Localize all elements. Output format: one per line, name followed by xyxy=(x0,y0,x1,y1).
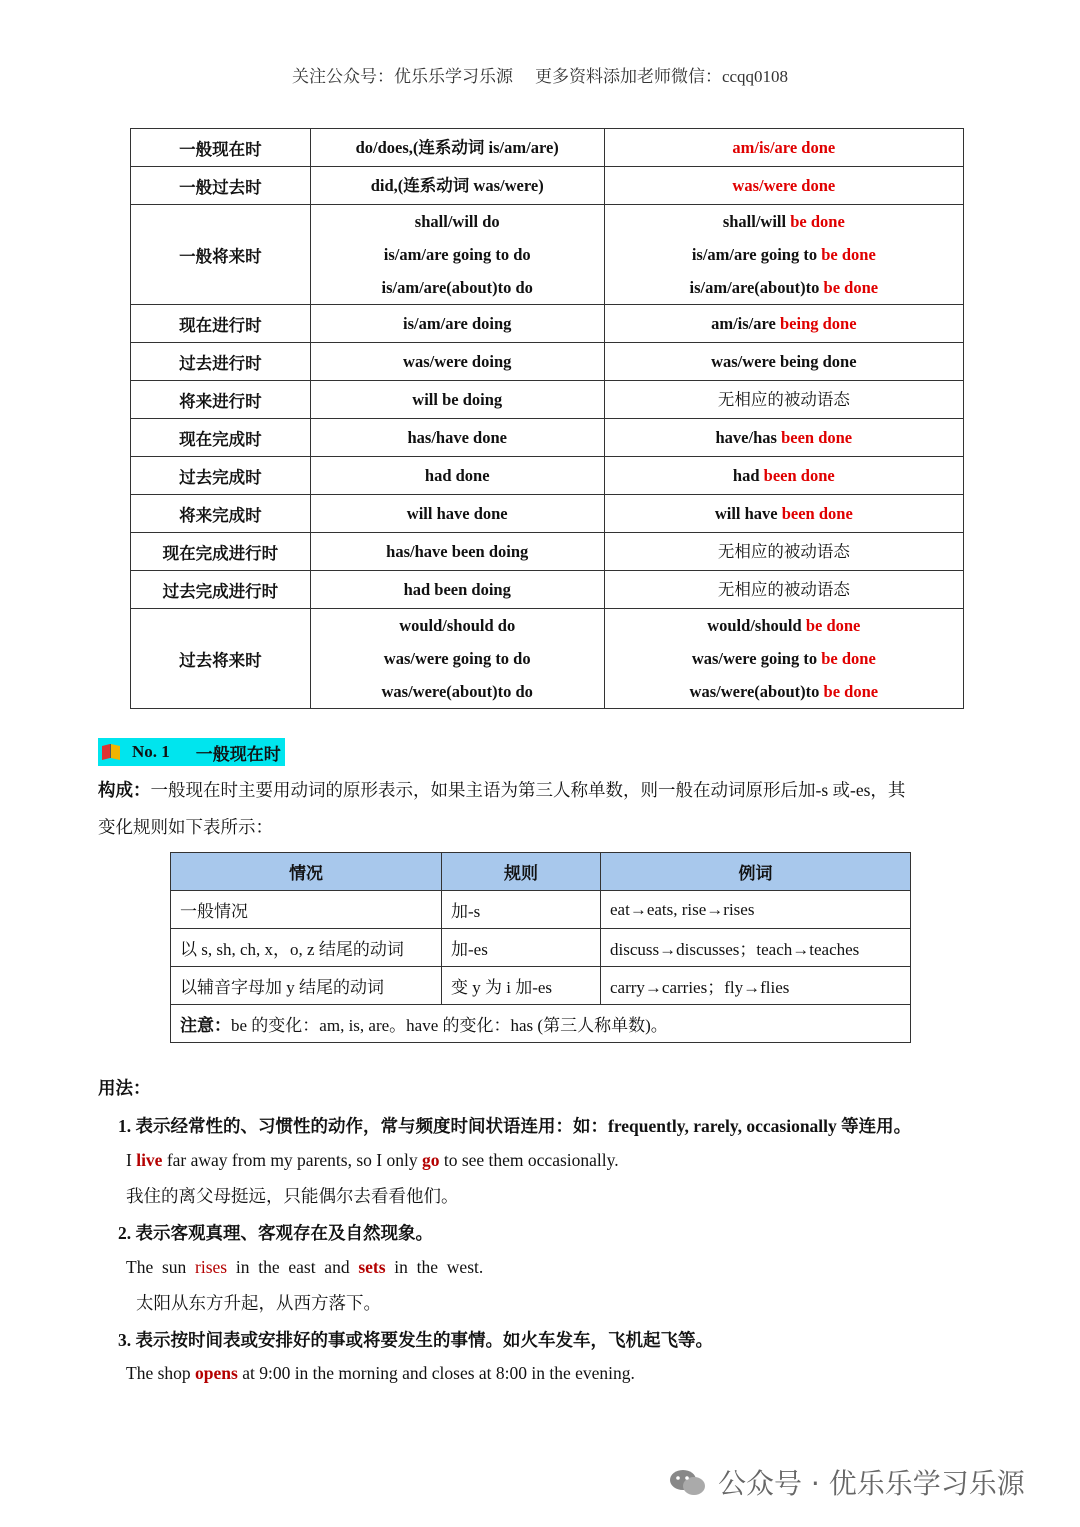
table-row: 以辅音字母加 y 结尾的动词 变 y 为 i 加-es carry→carries；fly→flies xyxy=(171,967,911,1005)
rule-note-row: 注意：be 的变化：am, is, are。have 的变化：has (第三人称单数)。 xyxy=(171,1005,911,1043)
tense-name: 现在完成进行时 xyxy=(131,533,311,571)
tense-name: 一般过去时 xyxy=(131,167,311,205)
passive-text: was/were(about)to xyxy=(689,682,824,701)
rule-header-example: 例词 xyxy=(601,853,911,891)
example-3: The shop opens at 9:00 in the morning and closes at 8:00 in the evening. xyxy=(126,1363,635,1383)
passive-highlight: being done xyxy=(779,314,857,333)
wechat-icon xyxy=(668,1467,708,1497)
passive-line xyxy=(605,675,963,708)
table-row xyxy=(131,533,964,571)
tense-name: 现在进行时 xyxy=(131,305,311,343)
passive-form xyxy=(604,343,963,381)
usage-label: 用法： xyxy=(98,1078,151,1098)
passive-line xyxy=(605,131,963,164)
passive-highlight: be done xyxy=(790,212,845,231)
passive-text: is/am/are going to xyxy=(691,245,822,264)
passive-line xyxy=(605,307,963,340)
active-form xyxy=(310,167,604,205)
passive-text: 无相应的被动语态 xyxy=(717,390,850,409)
header-right: 更多资料添加老师微信：ccqq0108 xyxy=(534,67,789,86)
active-line: is/am/are(about)to do xyxy=(381,278,533,297)
active-form xyxy=(310,305,604,343)
section-heading: 一般现在时 xyxy=(195,744,281,764)
example-1: I live far away from my parents, so I only go to see them occasionally. xyxy=(126,1150,619,1170)
tense-name: 现在完成时 xyxy=(131,419,311,457)
passive-form xyxy=(604,305,963,343)
active-form xyxy=(310,495,604,533)
book-icon xyxy=(100,743,122,761)
passive-line xyxy=(605,573,963,606)
passive-highlight: be done xyxy=(823,682,879,701)
table-row xyxy=(131,457,964,495)
table-row xyxy=(131,305,964,343)
usage-item-2: 2. 表示客观真理、客观存在及自然现象。 xyxy=(118,1223,433,1243)
table-row xyxy=(131,419,964,457)
passive-form xyxy=(604,609,963,709)
passive-text: had xyxy=(732,466,764,485)
passive-line xyxy=(605,642,963,675)
active-line: is/am/are doing xyxy=(403,314,512,333)
table-row xyxy=(131,167,964,205)
passive-form xyxy=(604,205,963,305)
passive-highlight: be done xyxy=(805,616,861,635)
active-line: is/am/are going to do xyxy=(383,245,531,264)
passive-text: am/is/are xyxy=(711,314,780,333)
passive-highlight: been done xyxy=(781,504,853,523)
usage-item-3: 3. 表示按时间表或安排好的事或将要发生的事情。如火车发车，飞机起飞等。 xyxy=(118,1330,713,1350)
table-row xyxy=(131,571,964,609)
table-row xyxy=(131,495,964,533)
active-line: had done xyxy=(424,466,490,485)
passive-text: is/am/are(about)to xyxy=(689,278,824,297)
active-line: will be doing xyxy=(412,390,503,409)
passive-text: shall/will xyxy=(722,212,791,231)
rule-table xyxy=(170,852,911,1043)
rule-header-rule: 规则 xyxy=(442,853,601,891)
watermark-text: 公众号 · 优乐乐学习乐源 xyxy=(718,1467,1025,1500)
active-line: shall/will do xyxy=(414,212,500,231)
passive-text: will have xyxy=(714,504,782,523)
tense-name: 过去完成时 xyxy=(131,457,311,495)
passive-line xyxy=(605,609,963,642)
active-line: do/does,(连系动词 is/am/are) xyxy=(355,138,559,157)
passive-text: was/were going to xyxy=(691,649,822,668)
passive-highlight: be done xyxy=(823,278,879,297)
section-title xyxy=(98,738,285,766)
passive-line xyxy=(605,169,963,202)
passive-highlight: been done xyxy=(781,428,853,447)
active-form xyxy=(310,129,604,167)
active-form xyxy=(310,571,604,609)
section-number: No. 1 xyxy=(132,742,170,761)
example-1-translation: 我住的离父母挺远，只能偶尔去看看他们。 xyxy=(126,1186,459,1206)
active-form xyxy=(310,381,604,419)
active-line: was/were doing xyxy=(403,352,512,371)
passive-form xyxy=(604,495,963,533)
table-row xyxy=(131,205,964,305)
passive-form xyxy=(604,129,963,167)
passive-line xyxy=(605,459,963,492)
passive-line xyxy=(605,205,963,238)
tense-name: 过去完成进行时 xyxy=(131,571,311,609)
passive-form xyxy=(604,167,963,205)
watermark xyxy=(668,1462,1025,1502)
composition-line1: 构成：一般现在时主要用动词的原形表示，如果主语为第三人称单数，则一般在动词原形后加-s 或-es，其 xyxy=(98,780,906,800)
passive-form xyxy=(604,571,963,609)
active-form xyxy=(310,419,604,457)
table-row: 一般情况 加-s eat→eats, rise→rises xyxy=(171,891,911,929)
example-2-translation: 太阳从东方升起，从西方落下。 xyxy=(136,1293,381,1313)
passive-highlight: been done xyxy=(763,466,835,485)
tense-name: 将来进行时 xyxy=(131,381,311,419)
tense-name: 一般将来时 xyxy=(131,205,311,305)
passive-form xyxy=(604,419,963,457)
active-form xyxy=(310,609,604,709)
passive-text: was/were being done xyxy=(711,352,857,371)
passive-highlight: be done xyxy=(821,245,876,264)
tense-name: 过去进行时 xyxy=(131,343,311,381)
passive-text: would/should xyxy=(707,616,806,635)
tense-table xyxy=(130,128,964,709)
example-2: The sun rises in the east and sets in the west. xyxy=(126,1257,484,1277)
tense-name: 过去将来时 xyxy=(131,609,311,709)
passive-line xyxy=(605,345,963,378)
active-line: has/have been doing xyxy=(386,542,529,561)
table-row xyxy=(131,381,964,419)
passive-line xyxy=(605,271,963,304)
passive-form xyxy=(604,381,963,419)
rule-header-case: 情况 xyxy=(171,853,442,891)
active-line: will have done xyxy=(406,504,508,523)
tense-name: 一般现在时 xyxy=(131,129,311,167)
active-line: has/have done xyxy=(407,428,507,447)
passive-text: 无相应的被动语态 xyxy=(717,542,850,561)
composition-line2: 变化规则如下表所示： xyxy=(98,817,273,837)
passive-text: have/has xyxy=(715,428,782,447)
active-line: was/were(about)to do xyxy=(381,682,533,701)
active-line: had been doing xyxy=(403,580,511,599)
table-row xyxy=(131,609,964,709)
active-form xyxy=(310,343,604,381)
passive-line xyxy=(605,238,963,271)
passive-line xyxy=(605,535,963,568)
passive-form xyxy=(604,533,963,571)
usage-item-1: 1. 表示经常性的、习惯性的动作，常与频度时间状语连用：如：frequently, rarely, occasionally 等连用。 xyxy=(118,1116,912,1136)
passive-line xyxy=(605,497,963,530)
table-row: 以 s, sh, ch, x，o, z 结尾的动词 加-es discuss→discusses；teach→teaches xyxy=(171,929,911,967)
tense-name: 将来完成时 xyxy=(131,495,311,533)
table-row xyxy=(131,129,964,167)
active-form xyxy=(310,533,604,571)
passive-highlight: am/is/are done xyxy=(732,138,836,157)
passive-line xyxy=(605,383,963,416)
header-left: 关注公众号：优乐乐学习乐源 xyxy=(291,67,513,86)
active-line: did,(连系动词 was/were) xyxy=(370,176,544,195)
passive-highlight: was/were done xyxy=(732,176,836,195)
active-form xyxy=(310,205,604,305)
active-line: was/were going to do xyxy=(383,649,531,668)
passive-text: 无相应的被动语态 xyxy=(717,580,850,599)
table-row xyxy=(131,343,964,381)
passive-form xyxy=(604,457,963,495)
passive-highlight: be done xyxy=(821,649,876,668)
active-line: would/should do xyxy=(399,616,516,635)
active-form xyxy=(310,457,604,495)
passive-line xyxy=(605,421,963,454)
page-header xyxy=(0,62,1080,87)
